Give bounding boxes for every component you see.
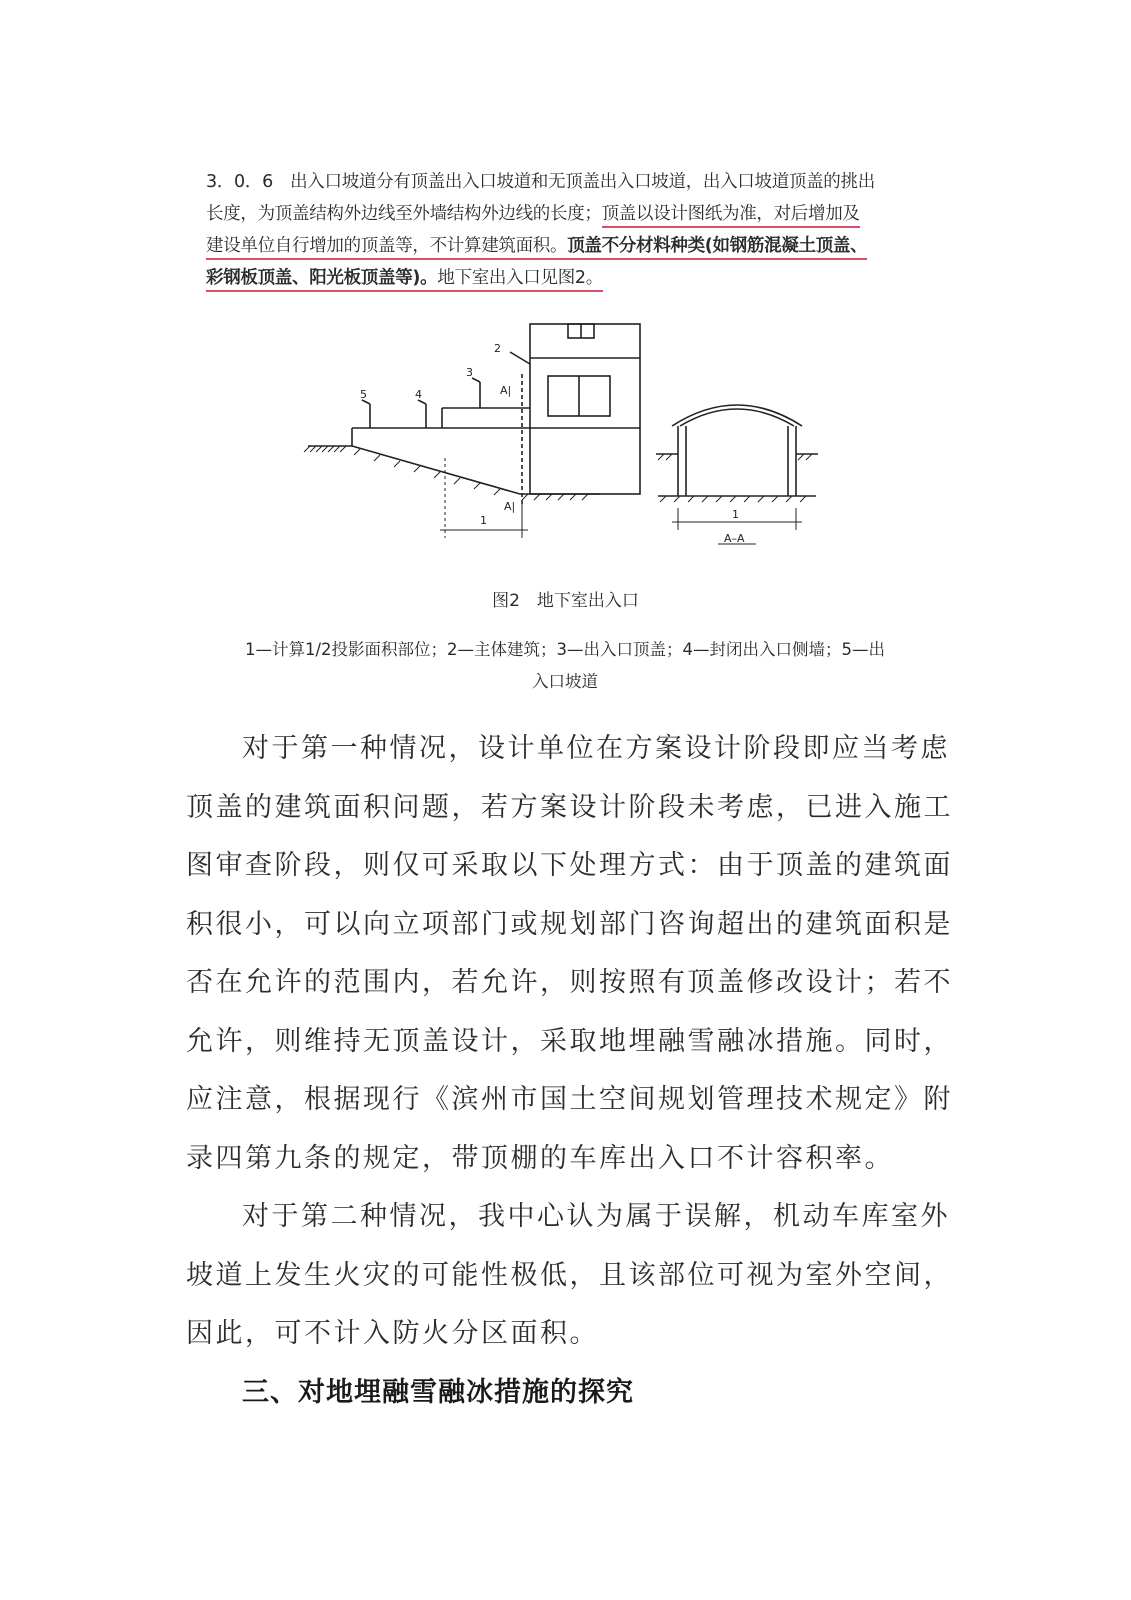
label-4: 4: [415, 388, 422, 401]
quote-text: 3．0．6 出入口坡道分有顶盖出入口坡道和无顶盖出入口坡道，出入口坡道顶盖的挑出: [206, 172, 875, 192]
figure-title: 图2 地下室出入口: [492, 591, 639, 611]
underlined-text: 地下室出入口见图2。: [437, 268, 603, 292]
label-3: 3: [466, 366, 473, 379]
section-mark-top: A|: [500, 384, 512, 397]
section-caption: A–A: [724, 532, 745, 545]
bold-underlined-text: 顶盖不分材料种类(如钢筋混凝土顶盖、: [567, 236, 867, 260]
section-heading: 三、对地埋融雪融冰措施的探究: [242, 1377, 634, 1408]
bold-underlined-text: 彩钢板顶盖、阳光板顶盖等)。: [206, 268, 437, 292]
underlined-text: 顶盖以设计图纸为准，对后增加及: [602, 204, 860, 228]
quote-line-4: [206, 262, 936, 294]
label-1: 1: [480, 514, 487, 527]
figure-legend: [200, 634, 930, 698]
underlined-text: 建设单位自行增加的顶盖等，不计算建筑面积。: [206, 236, 567, 260]
standard-quote: [206, 166, 936, 294]
section-mark-bottom: A|: [504, 500, 516, 513]
label-5: 5: [360, 388, 367, 401]
legend-line: 入口坡道: [532, 672, 598, 691]
basement-entrance-figure: [300, 318, 840, 558]
section-dim-label: 1: [732, 508, 739, 521]
legend-line: 1—计算1/2投影面积部位；2—主体建筑；3—出入口顶盖；4—封闭出入口侧墙；5—出: [244, 640, 886, 659]
body-text: [186, 720, 956, 1364]
quote-line-3: [206, 230, 936, 262]
quote-line-1: [206, 166, 936, 198]
label-2: 2: [494, 342, 501, 355]
quote-line-2: [206, 198, 936, 230]
paragraph-1: 对于第一种情况，设计单位在方案设计阶段即应当考虑顶盖的建筑面积问题，若方案设计阶段未考虑，已进入施工图审查阶段，则仅可采取以下处理方式：由于顶盖的建筑面积很小，可以向立项部门或规划部门咨询超出的建筑面积是否在允许的范围内，若允许，则按照有顶盖修改设计；若不允许，则维持无顶盖设计，采取地埋融雪融冰措施。同时，应注意，根据现行《滨州市国土空间规划管理技术规定》附录四第九条的规定，带顶棚的车库出入口不计容积率。: [186, 733, 953, 1174]
quote-text: 长度，为顶盖结构外边线至外墙结构外边线的长度；: [206, 204, 602, 224]
paragraph-2: 对于第二种情况，我中心认为属于误解，机动车库室外坡道上发生火灾的可能性极低，且该部位可视为室外空间，因此，可不计入防火分区面积。: [186, 1201, 953, 1349]
